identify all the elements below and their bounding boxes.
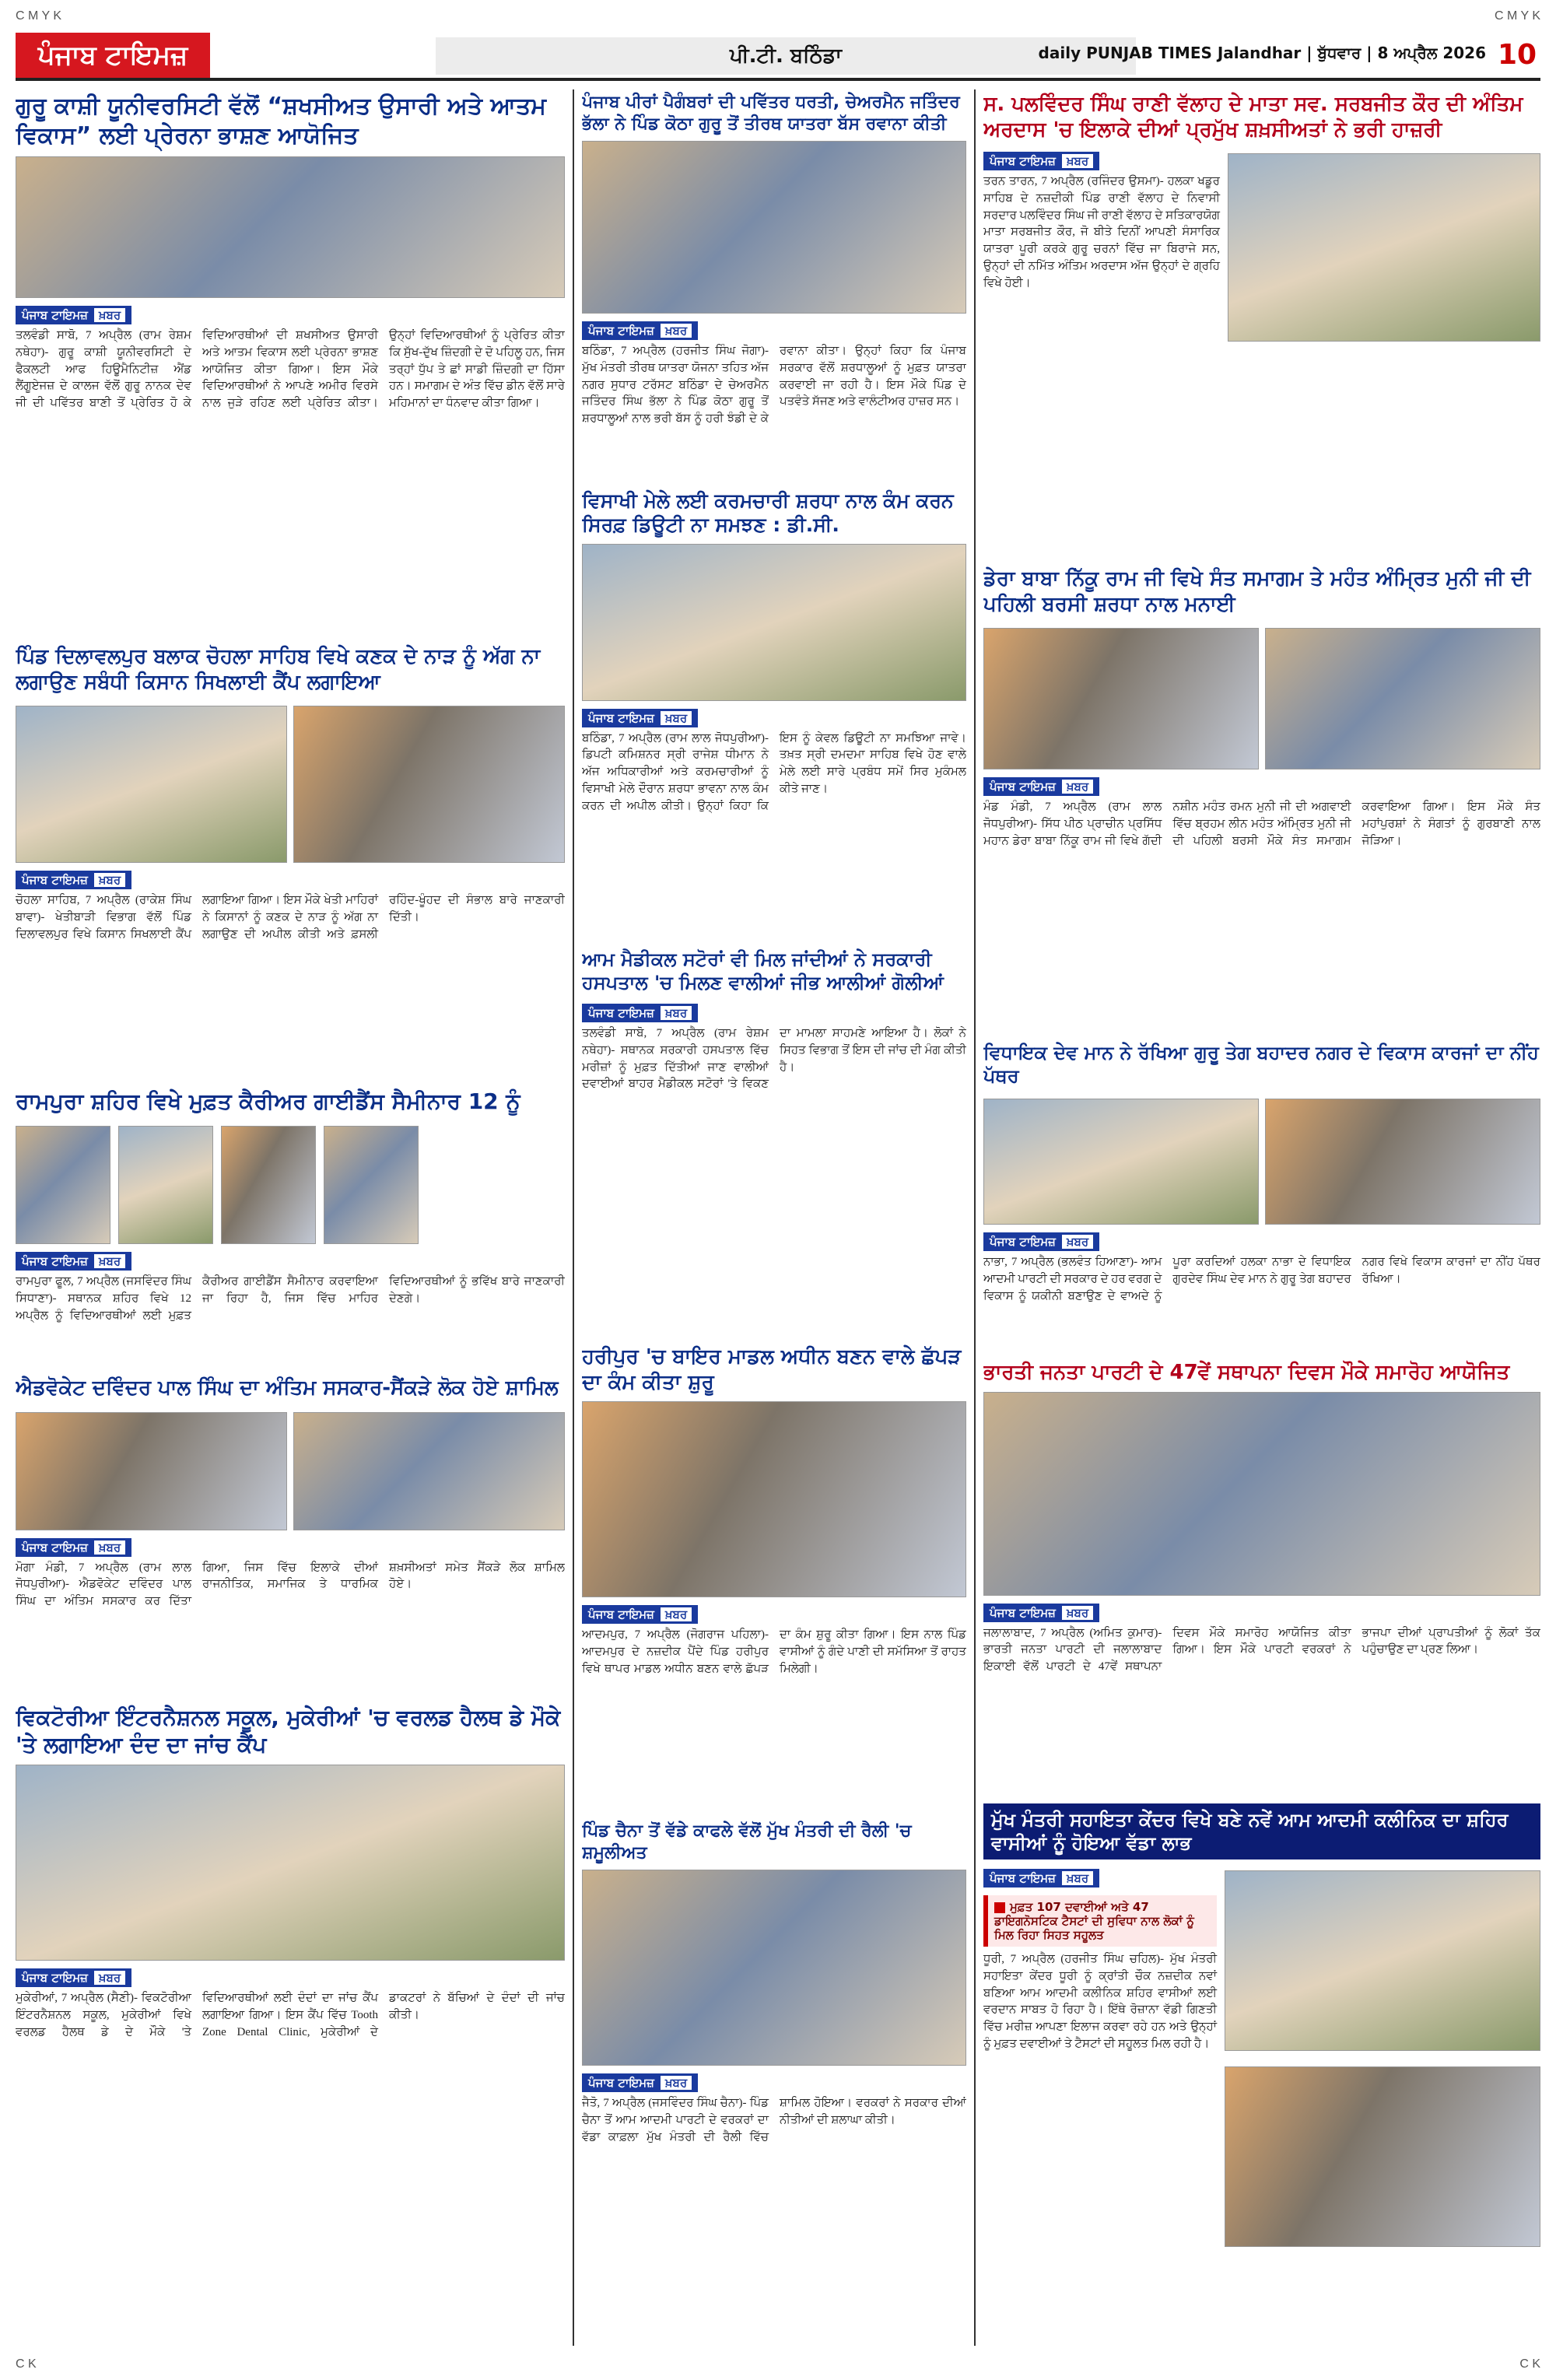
article-vaisakhi-fair [582,489,966,940]
headline: ਆਮ ਮੈਡੀਕਲ ਸਟੋਰਾਂ ਵੀ ਮਿਲ ਜਾਂਦੀਆਂ ਨੇ ਸਰਕਾਰੀ ਹਸਪਤਾਲ 'ਚ ਮਿਲਣ ਵਾਲੀਆਂ ਜੀਭ ਆਲੀਆਂ ਗੋਲੀਆਂ [582,948,944,994]
clinic-photo [1225,2066,1540,2247]
byline-tag: ਪੰਜਾਬ ਟਾਇਮਜ਼ ਖ਼ਬਰ [983,1604,1099,1622]
headline: ਰਾਮਪੁਰਾ ਸ਼ਹਿਰ ਵਿਖੇ ਮੁਫ਼ਤ ਕੈਰੀਅਰ ਗਾਈਡੈਂਸ ਸੈਮੀਨਾਰ 12 ਨੂੰ [16,1088,520,1114]
registration-mark-left: C M Y K [16,9,61,23]
article-guru-kashi-university [16,92,565,636]
rally-photo [582,1870,966,2066]
byline-tag: ਪੰਜਾਬ ਟਾਇਮਜ਼ ਖ਼ਬਰ [16,1252,131,1271]
article-body: ਚੋਹਲਾ ਸਾਹਿਬ, 7 ਅਪ੍ਰੈਲ (ਰਾਕੇਸ਼ ਸਿੰਘ ਬਾਵਾ)- ਖੇਤੀਬਾੜੀ ਵਿਭਾਗ ਵੱਲੋਂ ਪਿੰਡ ਦਿਲਾਵਲਪੁਰ ਵਿਖੇ ਕਿਸਾਨ ਸਿਖਲਾਈ ਕੈਂਪ ਲਗਾਇਆ ਗਿਆ। ਇਸ ਮੌਕੇ ਖੇਤੀ ਮਾਹਿਰਾਂ ਨੇ ਕਿਸਾਨਾਂ ਨੂੰ ਕਣਕ ਦੇ ਨਾੜ ਨੂੰ ਅੱਗ ਨਾ ਲਗਾਉਣ ਦੀ ਅਪੀਲ ਕੀਤੀ ਅਤੇ ਫ਼ਸਲੀ ਰਹਿੰਦ-ਖੂੰਹਦ ਦੀ ਸੰਭਾਲ ਬਾਰੇ ਜਾਣਕਾਰੀ ਦਿੱਤੀ। [16,894,565,941]
byline-tag: ਪੰਜਾਬ ਟਾਇਮਜ਼ ਖ਼ਬਰ [582,1605,698,1624]
article-advocate-funeral [16,1376,565,1695]
sant-samagam-photo [983,628,1259,769]
camp-photo [293,706,565,863]
headline: ਵਿਕਟੋਰੀਆ ਇੰਟਰਨੈਸ਼ਨਲ ਸਕੂਲ, ਮੁਕੇਰੀਆਂ 'ਚ ਵਰਲਡ ਹੈਲਥ ਡੇ ਮੌਕੇ 'ਤੇ ਲਗਾਇਆ ਦੰਦ ਦਾ ਜਾਂਚ ਕੈਂਪ [16,1705,561,1758]
registration-mark-right: C M Y K [1495,9,1540,23]
article-antim-ardas [983,92,1540,559]
headline: ਪਿੰਡ ਦਿਲਾਵਲਪੁਰ ਬਲਾਕ ਚੋਹਲਾ ਸਾਹਿਬ ਵਿਖੇ ਕਣਕ ਦੇ ਨਾੜ ਨੂੰ ਅੱਗ ਨਾ ਲਗਾਉਣ ਸਬੰਧੀ ਕਿਸਾਨ ਸਿਖਲਾਈ ਕੈਂਪ ਲਗਾਇਆ [16,645,541,694]
clinic-photo [1225,1870,1540,2051]
article-chaina-rally [582,1821,966,2342]
page-number: 10 [1494,33,1540,78]
article-body: ਬਠਿੰਡਾ, 7 ਅਪ੍ਰੈਲ (ਰਾਮ ਲਾਲ ਜੋਧਪੁਰੀਆ)- ਡਿਪਟੀ ਕਮਿਸ਼ਨਰ ਸ੍ਰੀ ਰਾਜੇਸ਼ ਧੀਮਾਨ ਨੇ ਅੱਜ ਅਧਿਕਾਰੀਆਂ ਅਤੇ ਕਰਮਚਾਰੀਆਂ ਨੂੰ ਵਿਸਾਖੀ ਮੇਲੇ ਦੌਰਾਨ ਸ਼ਰਧਾ ਭਾਵਨਾ ਨਾਲ ਕੰਮ ਕਰਨ ਦੀ ਅਪੀਲ ਕੀਤੀ। ਉਨ੍ਹਾਂ ਕਿਹਾ ਕਿ ਇਸ ਨੂੰ ਕੇਵਲ ਡਿਊਟੀ ਨਾ ਸਮਝਿਆ ਜਾਵੇ। ਤਖ਼ਤ ਸ੍ਰੀ ਦਮਦਮਾ ਸਾਹਿਬ ਵਿਖੇ ਹੋਣ ਵਾਲੇ ਮੇਲੇ ਲਈ ਸਾਰੇ ਪ੍ਰਬੰਧ ਸਮੇਂ ਸਿਰ ਮੁਕੰਮਲ ਕੀਤੇ ਜਾਣ। [582,731,966,812]
article-body: ਤਲਵੰਡੀ ਸਾਬੋ, 7 ਅਪ੍ਰੈਲ (ਰਾਮ ਰੇਸ਼ਮ ਨਥੇਹਾ)- ਗੁਰੂ ਕਾਸ਼ੀ ਯੂਨੀਵਰਸਿਟੀ ਦੇ ਫੈਕਲਟੀ ਆਫ ਹਿਊਮੈਨਿਟੀਜ਼ ਐਂਡ ਲੈਂਗੂਏਜਜ਼ ਦੇ ਕਾਲਜ ਵੱਲੋਂ ਗੁਰੂ ਨਾਨਕ ਦੇਵ ਜੀ ਦੀ ਪਵਿੱਤਰ ਬਾਣੀ ਤੋਂ ਪ੍ਰੇਰਿਤ ਹੋ ਕੇ ਵਿਦਿਆਰਥੀਆਂ ਦੀ ਸ਼ਖਸੀਅਤ ਉਸਾਰੀ ਅਤੇ ਆਤਮ ਵਿਕਾਸ ਲਈ ਪ੍ਰੇਰਨਾ ਭਾਸ਼ਣ ਆਯੋਜਿਤ ਕੀਤਾ ਗਿਆ। ਇਸ ਮੌਕੇ ਵਿਦਿਆਰਥੀਆਂ ਨੇ ਆਪਣੇ ਅਮੀਰ ਵਿਰਸੇ ਨਾਲ ਜੁੜੇ ਰਹਿਣ ਲਈ ਪ੍ਰੇਰਿਤ ਕੀਤਾ। ਉਨ੍ਹਾਂ ਵਿਦਿਆਰਥੀਆਂ ਨੂੰ ਪ੍ਰੇਰਿਤ ਕੀਤਾ ਕਿ ਸੁੱਖ-ਦੁੱਖ ਜ਼ਿੰਦਗੀ ਦੇ ਦੋ ਪਹਿਲੂ ਹਨ, ਜਿਸ ਤਰ੍ਹਾਂ ਧੁੱਪ ਤੇ ਛਾਂ ਸਾਡੀ ਜ਼ਿੰਦਗੀ ਦਾ ਹਿੱਸਾ ਹਨ। ਸਮਾਗਮ ਦੇ ਅੰਤ ਵਿੱਚ ਡੀਨ ਵੱਲੋਂ ਸਾਰੇ ਮਹਿਮਾਨਾਂ ਦਾ ਧੰਨਵਾਦ ਕੀਤਾ ਗਿਆ। [16,329,565,409]
byline-tag: ਪੰਜਾਬ ਟਾਇਮਜ਼ ਖ਼ਬਰ [983,1869,1099,1888]
article-body: ਤਰਨ ਤਾਰਨ, 7 ਅਪ੍ਰੈਲ (ਰਜਿੰਦਰ ਉਸਮਾ)- ਹਲਕਾ ਖਡੂਰ ਸਾਹਿਬ ਦੇ ਨਜ਼ਦੀਕੀ ਪਿੰਡ ਰਾਣੀ ਵੱਲਾਹ ਦੇ ਨਿਵਾਸੀ ਸਰਦਾਰ ਪਲਵਿੰਦਰ ਸਿੰਘ ਜੀ ਰਾਣੀ ਵੱਲਾਹ ਦੇ ਸਤਿਕਾਰਯੋਗ ਮਾਤਾ ਸਰਬਜੀਤ ਕੌਰ, ਜੋ ਬੀਤੇ ਦਿਨੀਂ ਆਪਣੀ ਸੰਸਾਰਿਕ ਯਾਤਰਾ ਪੂਰੀ ਕਰਕੇ ਗੁਰੂ ਚਰਨਾਂ ਵਿੱਚ ਜਾ ਬਿਰਾਜੇ ਸਨ, ਉਨ੍ਹਾਂ ਦੀ ਨਮਿੱਤ ਅੰਤਿਮ ਅਰਦਾਸ ਅੱਜ ਉਨ੍ਹਾਂ ਦੇ ਗ੍ਰਹਿ ਵਿਖੇ ਹੋਈ। [983,175,1220,289]
masthead [16,33,1540,81]
foundation-stone-photo [983,1099,1259,1225]
article-body: ਜਲਾਲਾਬਾਦ, 7 ਅਪ੍ਰੈਲ (ਅਮਿਤ ਕੁਮਾਰ)- ਭਾਰਤੀ ਜਨਤਾ ਪਾਰਟੀ ਦੀ ਜਲਾਲਾਬਾਦ ਇਕਾਈ ਵੱਲੋਂ ਪਾਰਟੀ ਦੇ 47ਵੇਂ ਸਥਾਪਨਾ ਦਿਵਸ ਮੌਕੇ ਸਮਾਰੋਹ ਆਯੋਜਿਤ ਕੀਤਾ ਗਿਆ। ਇਸ ਮੌਕੇ ਪਾਰਟੀ ਵਰਕਰਾਂ ਨੇ ਭਾਜਪਾ ਦੀਆਂ ਪ੍ਰਾਪਤੀਆਂ ਨੂੰ ਲੋਕਾਂ ਤੱਕ ਪਹੁੰਚਾਉਣ ਦਾ ਪ੍ਰਣ ਲਿਆ। [983,1626,1540,1673]
article-body: ਜੈਤੋ, 7 ਅਪ੍ਰੈਲ (ਜਸਵਿੰਦਰ ਸਿੰਘ ਚੈਨਾ)- ਪਿੰਡ ਚੈਨਾ ਤੋਂ ਆਮ ਆਦਮੀ ਪਾਰਟੀ ਦੇ ਵਰਕਰਾਂ ਦਾ ਵੱਡਾ ਕਾਫ਼ਲਾ ਮੁੱਖ ਮੰਤਰੀ ਦੀ ਰੈਲੀ ਵਿੱਚ ਸ਼ਾਮਿਲ ਹੋਇਆ। ਵਰਕਰਾਂ ਨੇ ਸਰਕਾਰ ਦੀਆਂ ਨੀਤੀਆਂ ਦੀ ਸ਼ਲਾਘਾ ਕੀਤੀ। [582,2097,966,2143]
article-body: ਨਾਭਾ, 7 ਅਪ੍ਰੈਲ (ਭਲਵੰਤ ਹਿਆਣਾ)- ਆਮ ਆਦਮੀ ਪਾਰਟੀ ਦੀ ਸਰਕਾਰ ਦੇ ਹਰ ਵਰਗ ਦੇ ਵਿਕਾਸ ਨੂੰ ਯਕੀਨੀ ਬਣਾਉਣ ਦੇ ਵਾਅਦੇ ਨੂੰ ਪੂਰਾ ਕਰਦਿਆਂ ਹਲਕਾ ਨਾਭਾ ਦੇ ਵਿਧਾਇਕ ਗੁਰਦੇਵ ਸਿੰਘ ਦੇਵ ਮਾਨ ਨੇ ਗੁਰੂ ਤੇਗ ਬਹਾਦਰ ਨਗਰ ਵਿਖੇ ਵਿਕਾਸ ਕਾਰਜਾਂ ਦਾ ਨੀਂਹ ਪੱਥਰ ਰੱਖਿਆ। [983,1256,1540,1302]
article-medicine-stores [582,948,966,1337]
camp-photo [16,706,287,863]
headline: ਗੁਰੂ ਕਾਸ਼ੀ ਯੂਨੀਵਰਸਿਟੀ ਵੱਲੋਂ “ਸ਼ਖਸੀਅਤ ਉਸਾਰੀ ਅਤੇ ਆਤਮ ਵਿਕਾਸ” ਲਈ ਪ੍ਰੇਰਨਾ ਭਾਸ਼ਣ ਆਯੋਜਿਤ [16,93,546,149]
headline: ਐਡਵੋਕੇਟ ਦਵਿੰਦਰ ਪਾਲ ਸਿੰਘ ਦਾ ਅੰਤਿਮ ਸਸਕਾਰ-ਸੈਂਕੜੇ ਲੋਕ ਹੋਏ ਸ਼ਾਮਿਲ [16,1376,559,1400]
pilgrimage-photo [582,141,966,314]
article-pilgrimage-bus [582,92,966,481]
bullet-icon [994,1902,1005,1913]
article-body: ਤਲਵੰਡੀ ਸਾਬੋ, 7 ਅਪ੍ਰੈਲ (ਰਾਮ ਰੇਸ਼ਮ ਨਥੇਹਾ)- ਸਥਾਨਕ ਸਰਕਾਰੀ ਹਸਪਤਾਲ ਵਿੱਚ ਮਰੀਜ਼ਾਂ ਨੂੰ ਮੁਫ਼ਤ ਦਿੱਤੀਆਂ ਜਾਣ ਵਾਲੀਆਂ ਦਵਾਈਆਂ ਬਾਹਰ ਮੈਡੀਕਲ ਸਟੋਰਾਂ 'ਤੇ ਵਿਕਣ ਦਾ ਮਾਮਲਾ ਸਾਹਮਣੇ ਆਇਆ ਹੈ। ਲੋਕਾਂ ਨੇ ਸਿਹਤ ਵਿਭਾਗ ਤੋਂ ਇਸ ਦੀ ਜਾਂਚ ਦੀ ਮੰਗ ਕੀਤੀ ਹੈ। [582,1027,966,1091]
school-camp-photo [16,1765,565,1961]
headline: ਡੇਰਾ ਬਾਬਾ ਨਿੱਕੂ ਰਾਮ ਜੀ ਵਿਖੇ ਸੰਤ ਸਮਾਗਮ ਤੇ ਮਹੰਤ ਅੰਮ੍ਰਿਤ ਮੁਨੀ ਜੀ ਦੀ ਪਹਿਲੀ ਬਰਸੀ ਸ਼ਰਧਾ ਨਾਲ ਮਨਾਈ [983,567,1531,616]
byline-tag: ਪੰਜਾਬ ਟਾਇਮਜ਼ ਖ਼ਬਰ [16,871,131,889]
article-body: ਮੁਕੇਰੀਆਂ, 7 ਅਪ੍ਰੈਲ (ਸੈਣੀ)- ਵਿਕਟੋਰੀਆ ਇੰਟਰਨੈਸ਼ਨਲ ਸਕੂਲ, ਮੁਕੇਰੀਆਂ ਵਿਖੇ ਵਰਲਡ ਹੈਲਥ ਡੇ ਦੇ ਮੌਕੇ 'ਤੇ ਵਿਦਿਆਰਥੀਆਂ ਲਈ ਦੰਦਾਂ ਦਾ ਜਾਂਚ ਕੈਂਪ ਲਗਾਇਆ ਗਿਆ। ਇਸ ਕੈਂਪ ਵਿੱਚ Tooth Zone Dental Clinic, ਮੁਕੇਰੀਆਂ ਦੇ ਡਾਕਟਰਾਂ ਨੇ ਬੱਚਿਆਂ ਦੇ ਦੰਦਾਂ ਦੀ ਜਾਂਚ ਕੀਤੀ। [16,1992,565,2038]
newspaper-logo: ਪੰਜਾਬ ਟਾਇਮਜ਼ [16,33,210,78]
article-dera-baba-nikku-ram [983,566,1540,1033]
meeting-photo [582,544,966,701]
headline: ਭਾਰਤੀ ਜਨਤਾ ਪਾਰਟੀ ਦੇ 47ਵੇਂ ਸਥਾਪਨਾ ਦਿਵਸ ਮੌਕੇ ਸਮਾਰੋਹ ਆਯੋਜਿਤ [983,1361,1510,1384]
pond-work-photo [582,1401,966,1597]
column-rule [974,89,976,2346]
article-bjp-foundation-day [983,1360,1540,1796]
byline-tag: ਪੰਜਾਬ ਟਾਇਮਜ਼ ਖ਼ਬਰ [582,2073,698,2092]
headline: ਮੁੱਖ ਮੰਤਰੀ ਸਹਾਇਤਾ ਕੇਂਦਰ ਵਿਖੇ ਬਣੇ ਨਵੇਂ ਆਮ ਆਦਮੀ ਕਲੀਨਿਕ ਦਾ ਸ਼ਹਿਰ ਵਾਸੀਆਂ ਨੂੰ ਹੋਇਆ ਵੱਡਾ ਲਾਭ [983,1803,1540,1859]
speaker-portrait [221,1126,316,1244]
article-body: ਧੂਰੀ, 7 ਅਪ੍ਰੈਲ (ਹਰਜੀਤ ਸਿੰਘ ਚਹਿਲ)- ਮੁੱਖ ਮੰਤਰੀ ਸਹਾਇਤਾ ਕੇਂਦਰ ਧੂਰੀ ਨੂੰ ਕ੍ਰਾਂਤੀ ਚੌਕ ਨਜ਼ਦੀਕ ਨਵਾਂ ਬਣਿਆ ਆਮ ਆਦਮੀ ਕਲੀਨਿਕ ਸ਼ਹਿਰ ਵਾਸੀਆਂ ਲਈ ਵਰਦਾਨ ਸਾਬਤ ਹੋ ਰਿਹਾ ਹੈ। ਇੱਥੇ ਰੋਜ਼ਾਨਾ ਵੱਡੀ ਗਿਣਤੀ ਵਿੱਚ ਮਰੀਜ਼ ਆਪਣਾ ਇਲਾਜ ਕਰਵਾ ਰਹੇ ਹਨ ਅਤੇ ਉਨ੍ਹਾਂ ਨੂੰ ਮੁਫ਼ਤ ਦਵਾਈਆਂ ਤੇ ਟੈਸਟਾਂ ਦੀ ਸਹੂਲਤ ਮਿਲ ਰਹੀ ਹੈ। [983,1953,1217,2050]
article-haripur-pond [582,1344,966,1811]
column-rule [573,89,574,2346]
ardas-photo [1228,153,1540,342]
foundation-stone-photo [1265,1099,1540,1225]
byline-tag: ਪੰਜਾਬ ਟਾਇਮਜ਼ ਖ਼ਬਰ [582,709,698,727]
byline-tag: ਪੰਜਾਬ ਟਾਇਮਜ਼ ਖ਼ਬਰ [16,306,131,324]
sant-samagam-photo [1265,628,1540,769]
article-body: ਰਾਮਪੁਰਾ ਫੂਲ, 7 ਅਪ੍ਰੈਲ (ਜਸਵਿੰਦਰ ਸਿੰਘ ਸਿਧਾਣਾ)- ਸਥਾਨਕ ਸ਼ਹਿਰ ਵਿਖੇ 12 ਅਪ੍ਰੈਲ ਨੂੰ ਵਿਦਿਆਰਥੀਆਂ ਲਈ ਮੁਫ਼ਤ ਕੈਰੀਅਰ ਗਾਈਡੈਂਸ ਸੈਮੀਨਾਰ ਕਰਵਾਇਆ ਜਾ ਰਿਹਾ ਹੈ, ਜਿਸ ਵਿੱਚ ਮਾਹਿਰ ਵਿਦਿਆਰਥੀਆਂ ਨੂੰ ਭਵਿੱਖ ਬਾਰੇ ਜਾਣਕਾਰੀ ਦੇਣਗੇ। [16,1275,565,1322]
article-career-seminar [16,1088,565,1368]
article-farmer-training-camp [16,644,565,1080]
headline: ਪੰਜਾਬ ਪੀਰਾਂ ਪੈਗੰਬਰਾਂ ਦੀ ਪਵਿੱਤਰ ਧਰਤੀ, ਚੇਅਰਮੈਨ ਜਤਿੰਦਰ ਭੱਲਾ ਨੇ ਪਿੰਡ ਕੋਠਾ ਗੁਰੂ ਤੋਂ ਤੀਰਥ ਯਾਤਰਾ ਬੱਸ ਰਵਾਨਾ ਕੀਤੀ [582,93,960,134]
headline: ਸ. ਪਲਵਿੰਦਰ ਸਿੰਘ ਰਾਣੀ ਵੱਲਾਹ ਦੇ ਮਾਤਾ ਸਵ. ਸਰਬਜੀਤ ਕੌਰ ਦੀ ਅੰਤਿਮ ਅਰਦਾਸ 'ਚ ਇਲਾਕੇ ਦੀਆਂ ਪ੍ਰਮੁੱਖ ਸ਼ਖ਼ਸੀਅਤਾਂ ਨੇ ਭਰੀ ਹਾਜ਼ਰੀ [983,93,1523,142]
byline-tag: ਪੰਜਾਬ ਟਾਇਮਜ਼ ਖ਼ਬਰ [16,1968,131,1987]
byline-tag: ਪੰਜਾਬ ਟਾਇਮਜ਼ ਖ਼ਬਰ [983,1232,1099,1251]
article-body: ਮੋਗਾ ਮੰਡੀ, 7 ਅਪ੍ਰੈਲ (ਰਾਮ ਲਾਲ ਜੋਧਪੁਰੀਆ)- ਐਡਵੋਕੇਟ ਦਵਿੰਦਰ ਪਾਲ ਸਿੰਘ ਦਾ ਅੰਤਿਮ ਸਸਕਾਰ ਕਰ ਦਿੱਤਾ ਗਿਆ, ਜਿਸ ਵਿੱਚ ਇਲਾਕੇ ਦੀਆਂ ਰਾਜਨੀਤਿਕ, ਸਮਾਜਿਕ ਤੇ ਧਾਰਮਿਕ ਸ਼ਖ਼ਸੀਅਤਾਂ ਸਮੇਤ ਸੈਂਕੜੇ ਲੋਕ ਸ਼ਾਮਿਲ ਹੋਏ। [16,1561,565,1607]
article-body: ਮੰਡ ਮੰਡੀ, 7 ਅਪ੍ਰੈਲ (ਰਾਮ ਲਾਲ ਜੋਧਪੁਰੀਆ)- ਸਿੱਧ ਪੀਠ ਪ੍ਰਾਚੀਨ ਪ੍ਰਸਿੱਧ ਮਹਾਨ ਡੇਰਾ ਬਾਬਾ ਨਿੱਕੂ ਰਾਮ ਜੀ ਵਿਖੇ ਗੱਦੀ ਨਸ਼ੀਨ ਮਹੰਤ ਰਮਨ ਮੁਨੀ ਜੀ ਦੀ ਅਗਵਾਈ ਵਿੱਚ ਬ੍ਰਹਮ ਲੀਨ ਮਹੰਤ ਅੰਮ੍ਰਿਤ ਮੁਨੀ ਜੀ ਦੀ ਪਹਿਲੀ ਬਰਸੀ ਮੌਕੇ ਸੰਤ ਸਮਾਗਮ ਕਰਵਾਇਆ ਗਿਆ। ਇਸ ਮੌਕੇ ਸੰਤ ਮਹਾਂਪੁਰਸ਼ਾਂ ਨੇ ਸੰਗਤਾਂ ਨੂੰ ਗੁਰਬਾਣੀ ਨਾਲ ਜੋੜਿਆ। [983,801,1540,847]
speaker-portrait [118,1126,213,1244]
byline-tag: ਪੰਜਾਬ ਟਾਇਮਜ਼ ਖ਼ਬਰ [16,1538,131,1557]
highlight-callout: ਮੁਫ਼ਤ 107 ਦਵਾਈਆਂ ਅਤੇ 47 ਡਾਇਗਨੋਸਟਿਕ ਟੈਸਟਾਂ ਦੀ ਸੁਵਿਧਾ ਨਾਲ ਲੋਕਾਂ ਨੂੰ ਮਿਲ ਰਿਹਾ ਸਿਹਤ ਸਹੂਲਤ [983,1895,1217,1947]
speaker-portrait [324,1126,419,1244]
funeral-photo [293,1412,565,1530]
headline: ਹਰੀਪੁਰ 'ਚ ਬਾਇਰ ਮਾਡਲ ਅਧੀਨ ਬਣਨ ਵਾਲੇ ਛੱਪੜ ਦਾ ਕੰਮ ਕੀਤਾ ਸ਼ੁਰੂ [582,1345,962,1394]
byline-tag: ਪੰਜਾਬ ਟਾਇਮਜ਼ ਖ਼ਬਰ [983,152,1099,170]
byline-tag: ਪੰਜਾਬ ਟਾਇਮਜ਼ ਖ਼ਬਰ [582,1004,698,1022]
dateline: daily PUNJAB TIMES Jalandhar | ਬੁੱਧਵਾਰ | 8 ਅਪ੍ਰੈਲ 2026 [1038,44,1486,62]
article-aam-aadmi-clinic [983,1803,1540,2342]
article-dev-maan-foundation [983,1041,1540,1352]
registration-mark-bottom-right: C K [1519,2357,1540,2371]
event-photo [16,156,565,298]
byline-tag: ਪੰਜਾਬ ਟਾਇਮਜ਼ ਖ਼ਬਰ [582,321,698,340]
byline-tag: ਪੰਜਾਬ ਟਾਇਮਜ਼ ਖ਼ਬਰ [983,777,1099,796]
registration-mark-bottom-left: C K [16,2357,37,2371]
headline: ਵਿਸਾਖੀ ਮੇਲੇ ਲਈ ਕਰਮਚਾਰੀ ਸ਼ਰਧਾ ਨਾਲ ਕੰਮ ਕਰਨ ਸਿਰਫ਼ ਡਿਊਟੀ ਨਾ ਸਮਝਣ : ਡੀ.ਸੀ. [582,489,954,537]
article-body: ਬਠਿੰਡਾ, 7 ਅਪ੍ਰੈਲ (ਹਰਜੀਤ ਸਿੰਘ ਜੋਗਾ)- ਮੁੱਖ ਮੰਤਰੀ ਤੀਰਥ ਯਾਤਰਾ ਯੋਜਨਾ ਤਹਿਤ ਅੱਜ ਨਗਰ ਸੁਧਾਰ ਟਰੱਸਟ ਬਠਿੰਡਾ ਦੇ ਚੇਅਰਮੈਨ ਜਤਿੰਦਰ ਸਿੰਘ ਭੱਲਾ ਨੇ ਪਿੰਡ ਕੋਠਾ ਗੁਰੂ ਤੋਂ ਸ਼ਰਧਾਲੂਆਂ ਨਾਲ ਭਰੀ ਬੱਸ ਨੂੰ ਹਰੀ ਝੰਡੀ ਦੇ ਕੇ ਰਵਾਨਾ ਕੀਤਾ। ਉਨ੍ਹਾਂ ਕਿਹਾ ਕਿ ਪੰਜਾਬ ਸਰਕਾਰ ਵੱਲੋਂ ਸ਼ਰਧਾਲੂਆਂ ਨੂੰ ਮੁਫ਼ਤ ਯਾਤਰਾ ਕਰਵਾਈ ਜਾ ਰਹੀ ਹੈ। ਇਸ ਮੌਕੇ ਪਿੰਡ ਦੇ ਪਤਵੰਤੇ ਸੱਜਣ ਅਤੇ ਵਾਲੰਟੀਅਰ ਹਾਜ਼ਰ ਸਨ। [582,345,966,425]
article-dental-camp [16,1704,565,2342]
headline: ਵਿਧਾਇਕ ਦੇਵ ਮਾਨ ਨੇ ਰੱਖਿਆ ਗੁਰੂ ਤੇਗ ਬਹਾਦਰ ਨਗਰ ਦੇ ਵਿਕਾਸ ਕਾਰਜਾਂ ਦਾ ਨੀਂਹ ਪੱਥਰ [983,1042,1539,1087]
funeral-photo [16,1412,287,1530]
bjp-event-photo [983,1392,1540,1596]
speaker-portrait [16,1126,110,1244]
headline: ਪਿੰਡ ਚੈਨਾ ਤੋਂ ਵੱਡੇ ਕਾਫਲੇ ਵੱਲੋਂ ਮੁੱਖ ਮੰਤਰੀ ਦੀ ਰੈਲੀ 'ਚ ਸ਼ਮੂਲੀਅਤ [582,1821,912,1863]
article-body: ਆਦਮਪੁਰ, 7 ਅਪ੍ਰੈਲ (ਜੋਗਰਾਜ ਪਹਿਲਾ)- ਆਦਮਪੁਰ ਦੇ ਨਜ਼ਦੀਕ ਪੈਂਦੇ ਪਿੰਡ ਹਰੀਪੁਰ ਵਿਖੇ ਥਾਪਰ ਮਾਡਲ ਅਧੀਨ ਬਣਨ ਵਾਲੇ ਛੱਪੜ ਦਾ ਕੰਮ ਸ਼ੁਰੂ ਕੀਤਾ ਗਿਆ। ਇਸ ਨਾਲ ਪਿੰਡ ਵਾਸੀਆਂ ਨੂੰ ਗੰਦੇ ਪਾਣੀ ਦੀ ਸਮੱਸਿਆ ਤੋਂ ਰਾਹਤ ਮਿਲੇਗੀ। [582,1628,966,1675]
edition-section: ਪੀ.ਟੀ. ਬਠਿੰਡਾ [436,37,1136,75]
